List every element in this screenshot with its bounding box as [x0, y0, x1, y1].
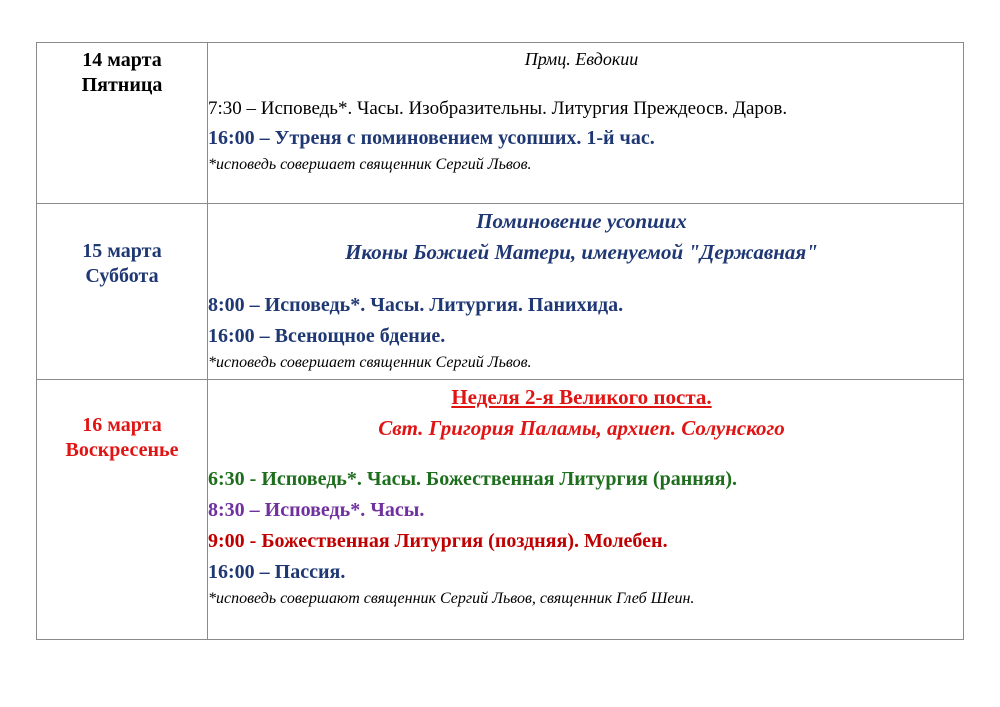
day-row-15: [37, 204, 964, 380]
day-row-14: [37, 43, 964, 204]
service-line: 9:00 - Божественная Литургия (поздняя). Молебен.: [208, 530, 668, 552]
service-line: 7:30 – Исповедь*. Часы. Изобразительны. Литургия Преждеосв. Даров.: [208, 98, 788, 119]
confession-note: *исповедь совершает священник Сергий Львов.: [208, 156, 532, 173]
service-line: 8:00 – Исповедь*. Часы. Литургия. Панихида.: [208, 294, 624, 316]
service-line: 8:30 – Исповедь*. Часы.: [208, 499, 425, 521]
day-cell: [37, 204, 208, 380]
day-date: 14 марта: [82, 49, 162, 71]
service-line: 16:00 – Пассия.: [208, 561, 346, 583]
day-weekday: Суббота: [85, 265, 159, 287]
day-cell: [37, 43, 208, 204]
day-date: 15 марта: [82, 240, 162, 262]
confession-note: *исповедь совершают священник Сергий Львов, священник Глеб Шеин.: [208, 590, 695, 607]
service-line: 6:30 - Исповедь*. Часы. Божественная Литургия (ранняя).: [208, 468, 738, 490]
feast-subtitle: Свт. Григория Паламы, архиеп. Солунского: [378, 416, 785, 440]
feast-subtitle: Иконы Божией Матери, именуемой "Державная": [345, 240, 818, 264]
service-line: 16:00 – Всенощное бдение.: [208, 325, 446, 347]
confession-note: *исповедь совершает священник Сергий Львов.: [208, 354, 532, 371]
services-cell: [208, 380, 964, 640]
feast-title: Неделя 2-я Великого поста.: [451, 385, 712, 409]
services-cell: [208, 43, 964, 204]
day-row-16: [37, 380, 964, 640]
services-cell: [208, 204, 964, 380]
service-line: 16:00 – Утреня с поминовением усопших. 1-й час.: [208, 127, 655, 149]
day-weekday: Воскресенье: [65, 439, 179, 461]
feast-title: Поминовение усопших: [476, 209, 687, 233]
day-date: 16 марта: [82, 414, 162, 436]
day-weekday: Пятница: [81, 74, 163, 96]
schedule-table: [36, 42, 964, 640]
day-cell: [37, 380, 208, 640]
feast-title: Прмц. Евдокии: [524, 49, 639, 69]
